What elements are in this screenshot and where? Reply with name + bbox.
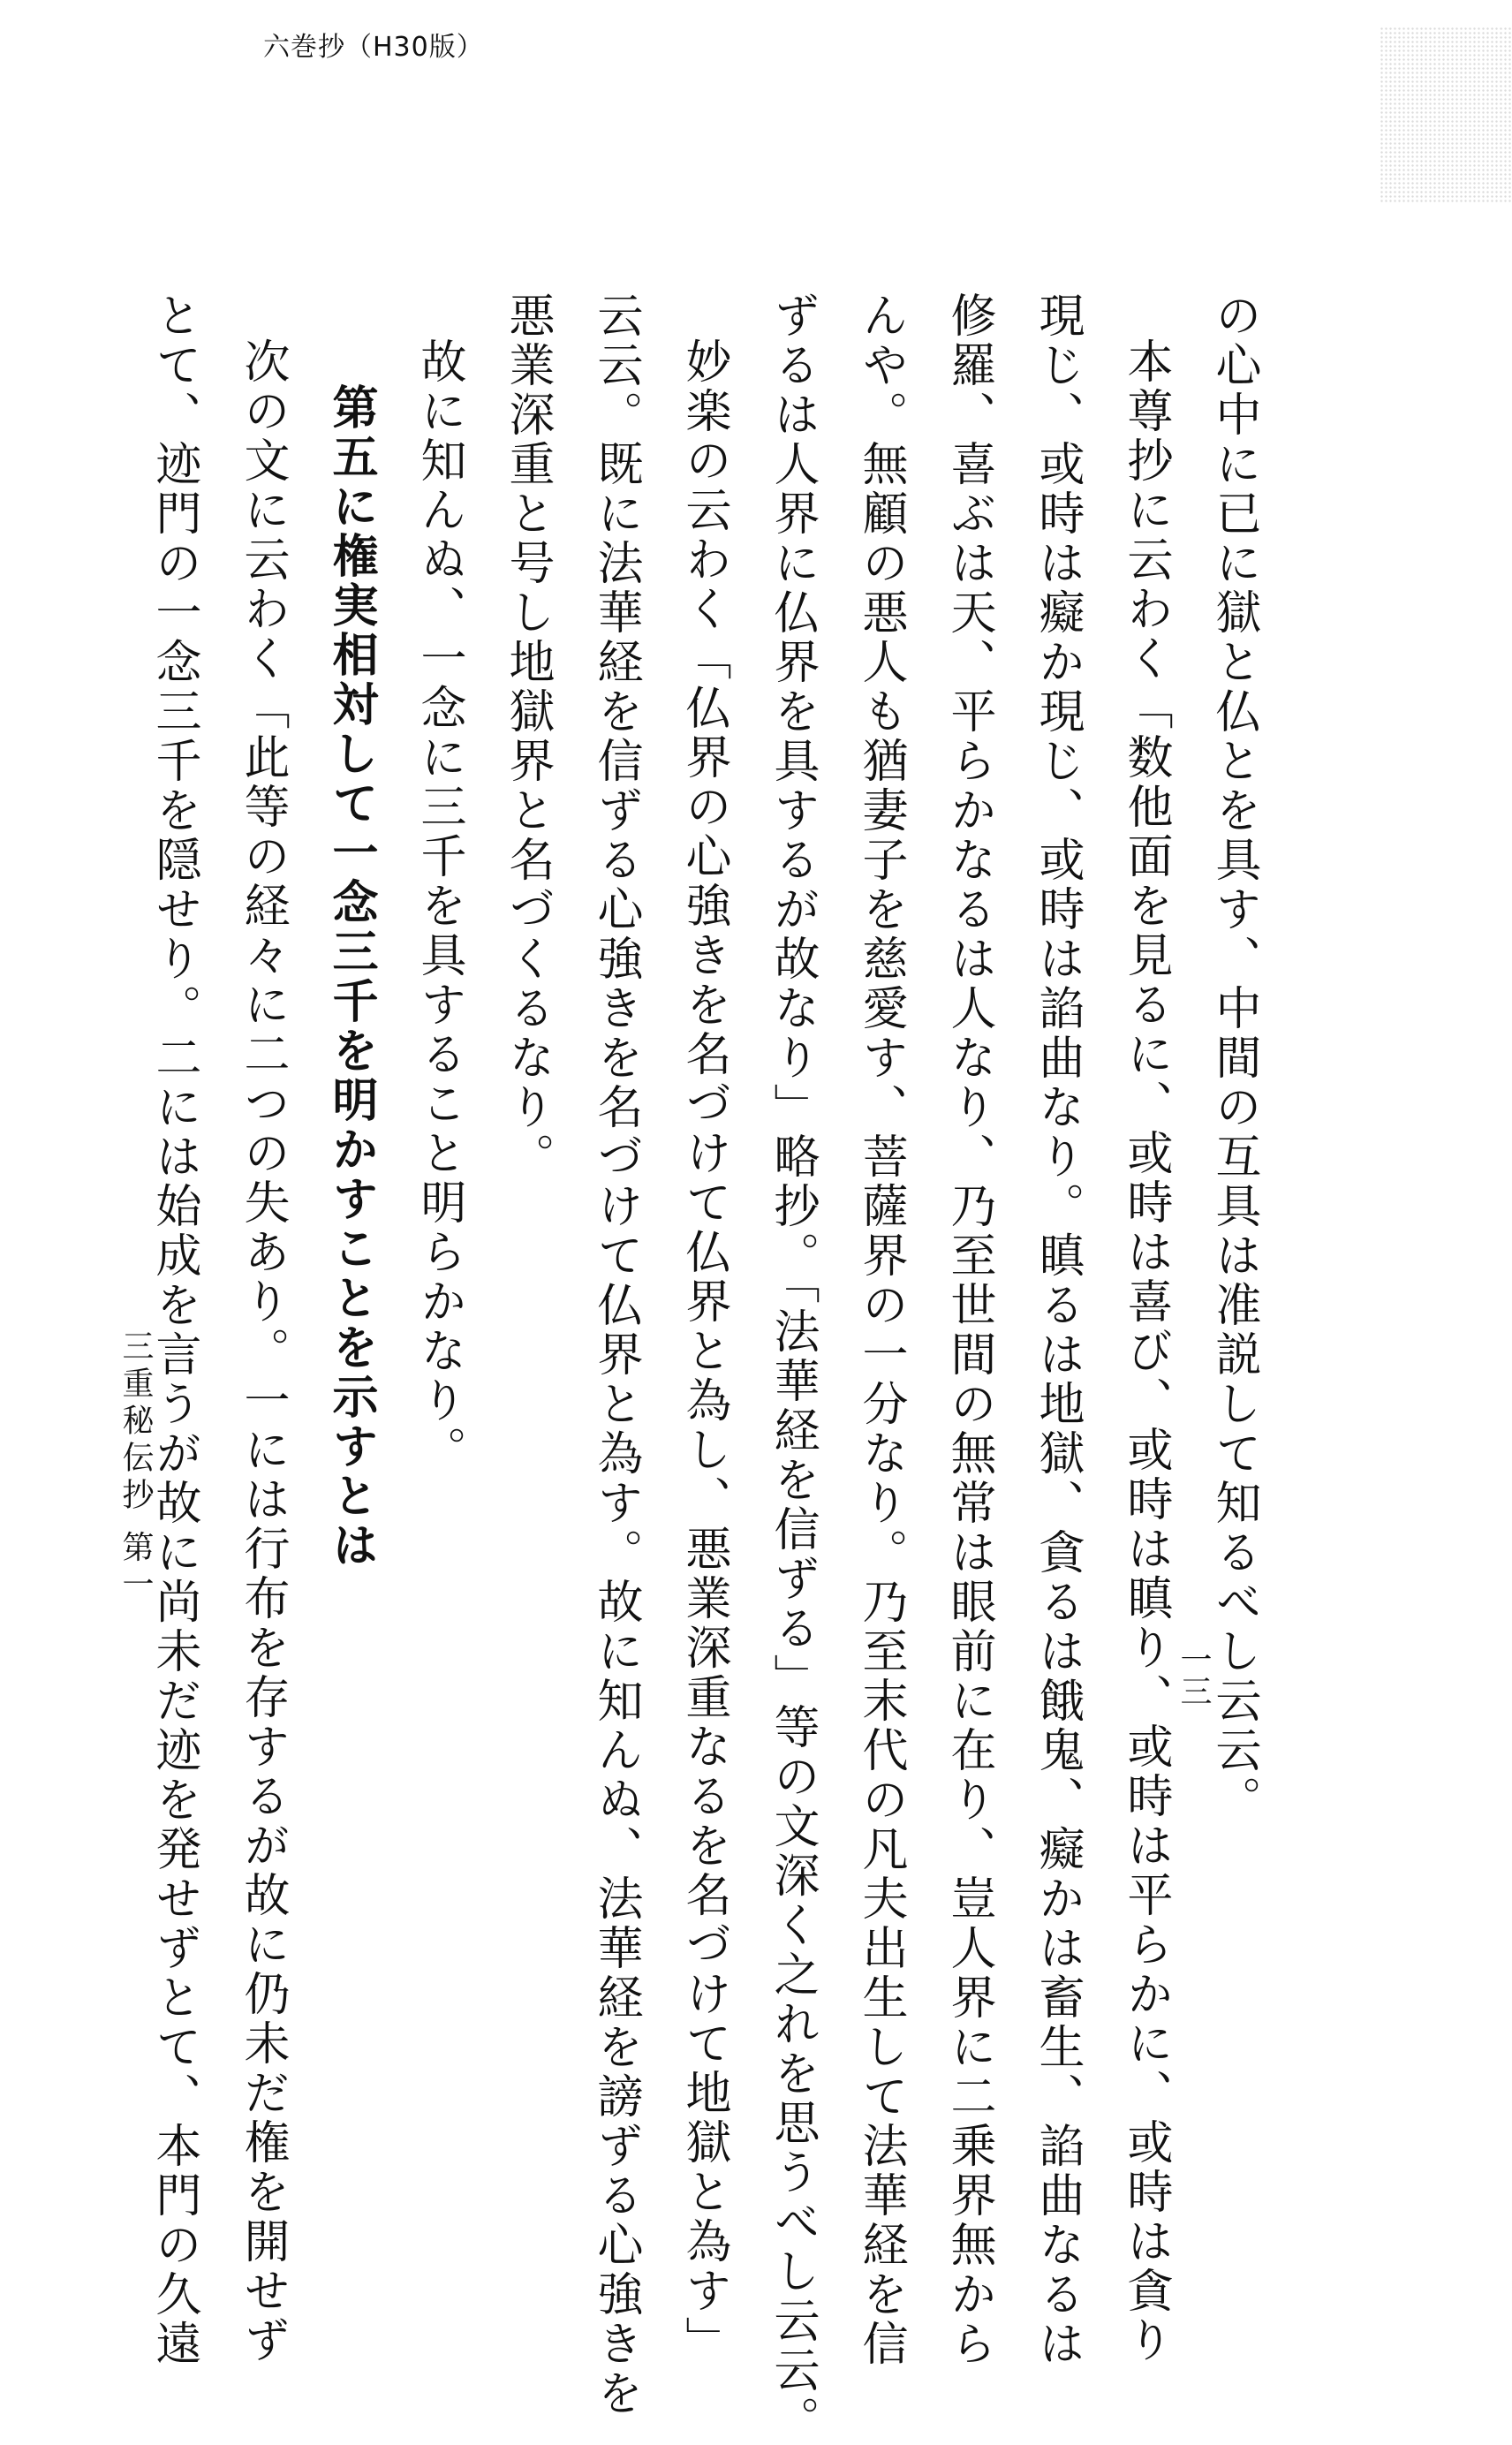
text-line-13: とて、迹門の一念三千を隠せり。二には始成を言うが故に尚未だ迹を発せずとて、本門の久遠 xyxy=(147,291,200,2369)
scan-speckle-decoration xyxy=(1380,26,1512,203)
text-line-9: 悪業深重と号し地獄界と名づくるなり。 xyxy=(501,291,554,1182)
text-line-6: ずるは人界に仏界を具するが故なり」略抄。「法華経を信ずる」等の文深く之れを思うべし云云。 xyxy=(766,291,819,2445)
text-line-5: んや。無顧の悪人も猶妻子を慈愛す、菩薩界の一分なり。乃至末代の凡夫出生して法華経を信 xyxy=(854,291,907,2369)
text-line-2: 本尊抄に云わく「数他面を見るに、或時は喜び、或時は瞋り、或時は平らかに、或時は貪り xyxy=(1119,337,1172,2366)
text-line-12: 次の文に云わく「此等の経々に二つの失あり。一には行布を存するが故に仍未だ権を開せず xyxy=(236,337,289,2366)
running-header: 六巻抄（H30版） xyxy=(263,32,484,63)
text-line-7: 妙楽の云わく「仏界の心強きを名づけて仏界と為し、悪業深重なるを名づけて地獄と為す」 xyxy=(677,337,730,2366)
text-line-1: の心中に已に獄と仏とを具す、中間の互具は准説して知るべし云云。 xyxy=(1207,291,1260,1825)
footer-book-title: 三重秘伝抄 第一 xyxy=(117,1329,154,1605)
text-line-8: 云云。既に法華経を信ずる心強きを名づけて仏界と為す。故に知んぬ、法華経を謗ずる心強きを xyxy=(589,291,642,2419)
section-heading: 第五に権実相対して一念三千を明かすことを示すとは xyxy=(324,383,377,1571)
text-line-4: 修羅、喜ぶは天、平らかなるは人なり、乃至世間の無常は眼前に在り、豈人界に二乗界無から xyxy=(942,291,995,2369)
vertical-body-text xyxy=(130,291,1278,2445)
text-line-10: 故に知んぬ、一念に三千を具すること明らかなり。 xyxy=(412,337,465,1475)
page-number: 一三 xyxy=(1176,1643,1212,1707)
text-line-3: 現じ、或時は癡か現じ、或時は諂曲なり。瞋るは地獄、貪るは餓鬼、癡かは畜生、諂曲なるは xyxy=(1031,291,1084,2369)
